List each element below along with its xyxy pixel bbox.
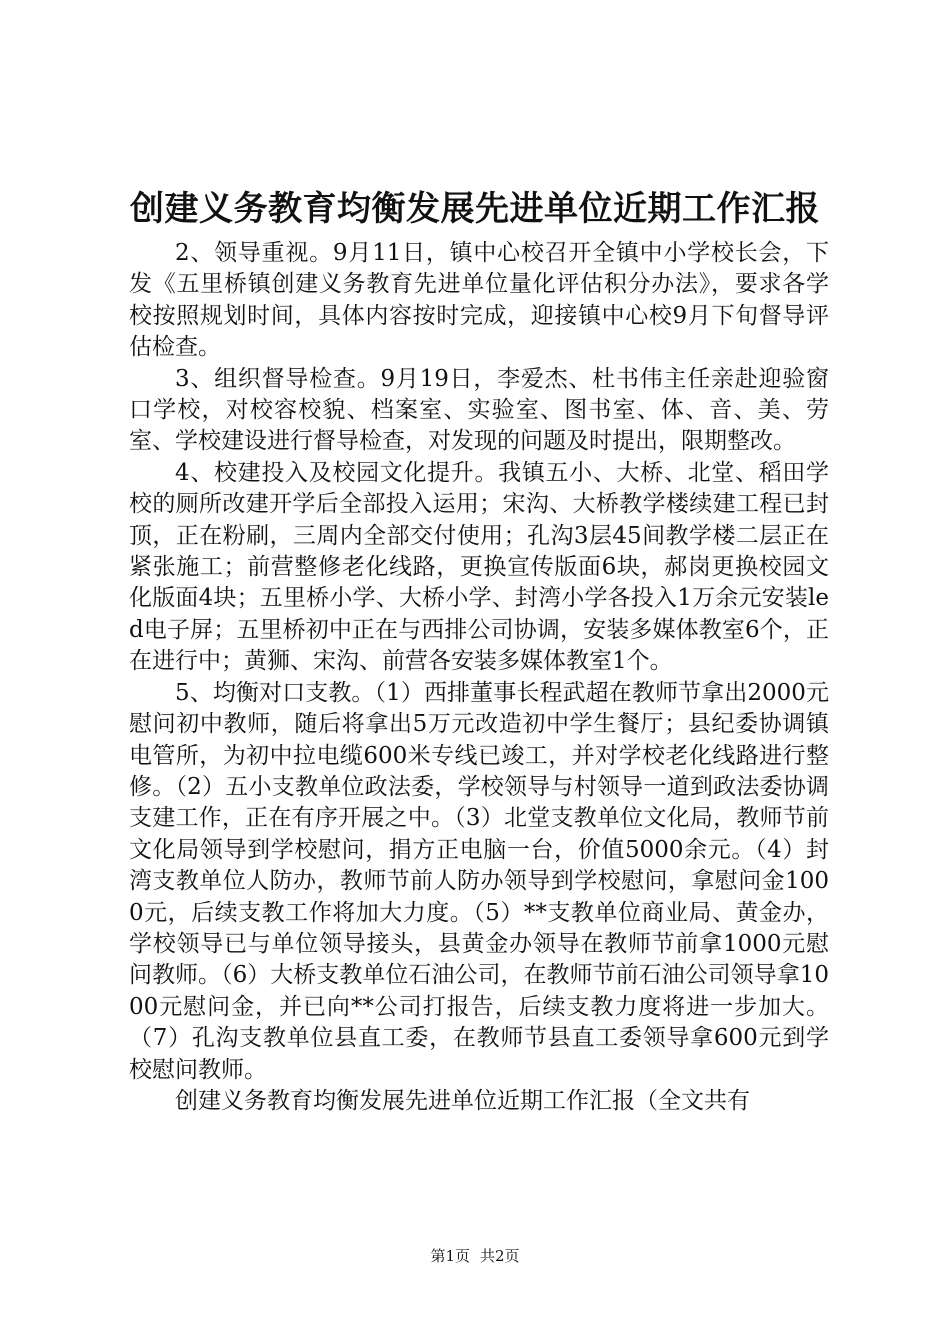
- document-title: 创建义务教育均衡发展先进单位近期工作汇报: [130, 189, 820, 229]
- paragraph-inspection: 3、组织督导检查。9月19日，李爱杰、杜书伟主任亲赴迎验窗口学校，对校容校貌、档案室、实验室、图书室、体、音、美、劳室、学校建设进行督导检查，对发现的问题及时提出，限期整改。: [129, 365, 829, 455]
- page-number: 第1页: [430, 1247, 470, 1265]
- paragraph-support-teaching: 5、均衡对口支教。（1）西排董事长程武超在教师节拿出2000元慰问初中教师，随后将拿出5万元改造初中学生餐厅；县纪委协调镇电管所，为初中拉电缆600米专线已竣工，并对学校老化线路进行整修。（2）五小支教单位政法委，学校领导与村领导一道到政法委协调支建工作，正在有序开展之中。（3）北堂支教单位文化局，教师节前文化局领导到学校慰问，捐方正电脑一台，价值5000余元。（4）封湾支教单位人防办，教师节前人防办领导到学校慰问，拿慰问金1000元，后续支教工作将加大力度。（5）**支教单位商业局、黄金办，学校领导已与单位领导接头，县黄金办领导在教师节前拿1000元慰问教师。（6）大桥支教单位石油公司，在教师节前石油公司领导拿1000元慰问金，并已向**公司打报告，后续支教力度将进一步加大。（7）孔沟支教单位县直工委，在教师节县直工委领导拿600元到学校慰问教师。: [129, 679, 829, 1083]
- paragraph-leadership: 2、领导重视。9月11日，镇中心校召开全镇中小学校长会，下发《五里桥镇创建义务教育先进单位量化评估积分办法》，要求各学校按照规划时间，具体内容按时完成，迎接镇中心校9月下旬督导评估检查。: [129, 240, 829, 361]
- page-total: 共2页: [480, 1247, 520, 1265]
- document-body: [129, 238, 829, 1117]
- paragraph-construction: 4、校建投入及校园文化提升。我镇五小、大桥、北堂、稻田学校的厕所改建开学后全部投入运用；宋沟、大桥教学楼续建工程已封顶，正在粉刷，三周内全部交付使用；孔沟3层45间教学楼二层正在紧张施工；前营整修老化线路，更换宣传版面6块，郝岗更换校园文化版面4块；五里桥小学、大桥小学、封湾小学各投入1万余元安装led电子屏；五里桥初中正在与西排公司协调，安装多媒体教室6个，正在进行中；黄狮、宋沟、前营各安装多媒体教室1个。: [129, 459, 829, 675]
- page-footer: [0, 1245, 950, 1267]
- paragraph-continuation: 创建义务教育均衡发展先进单位近期工作汇报（全文共有: [175, 1087, 750, 1114]
